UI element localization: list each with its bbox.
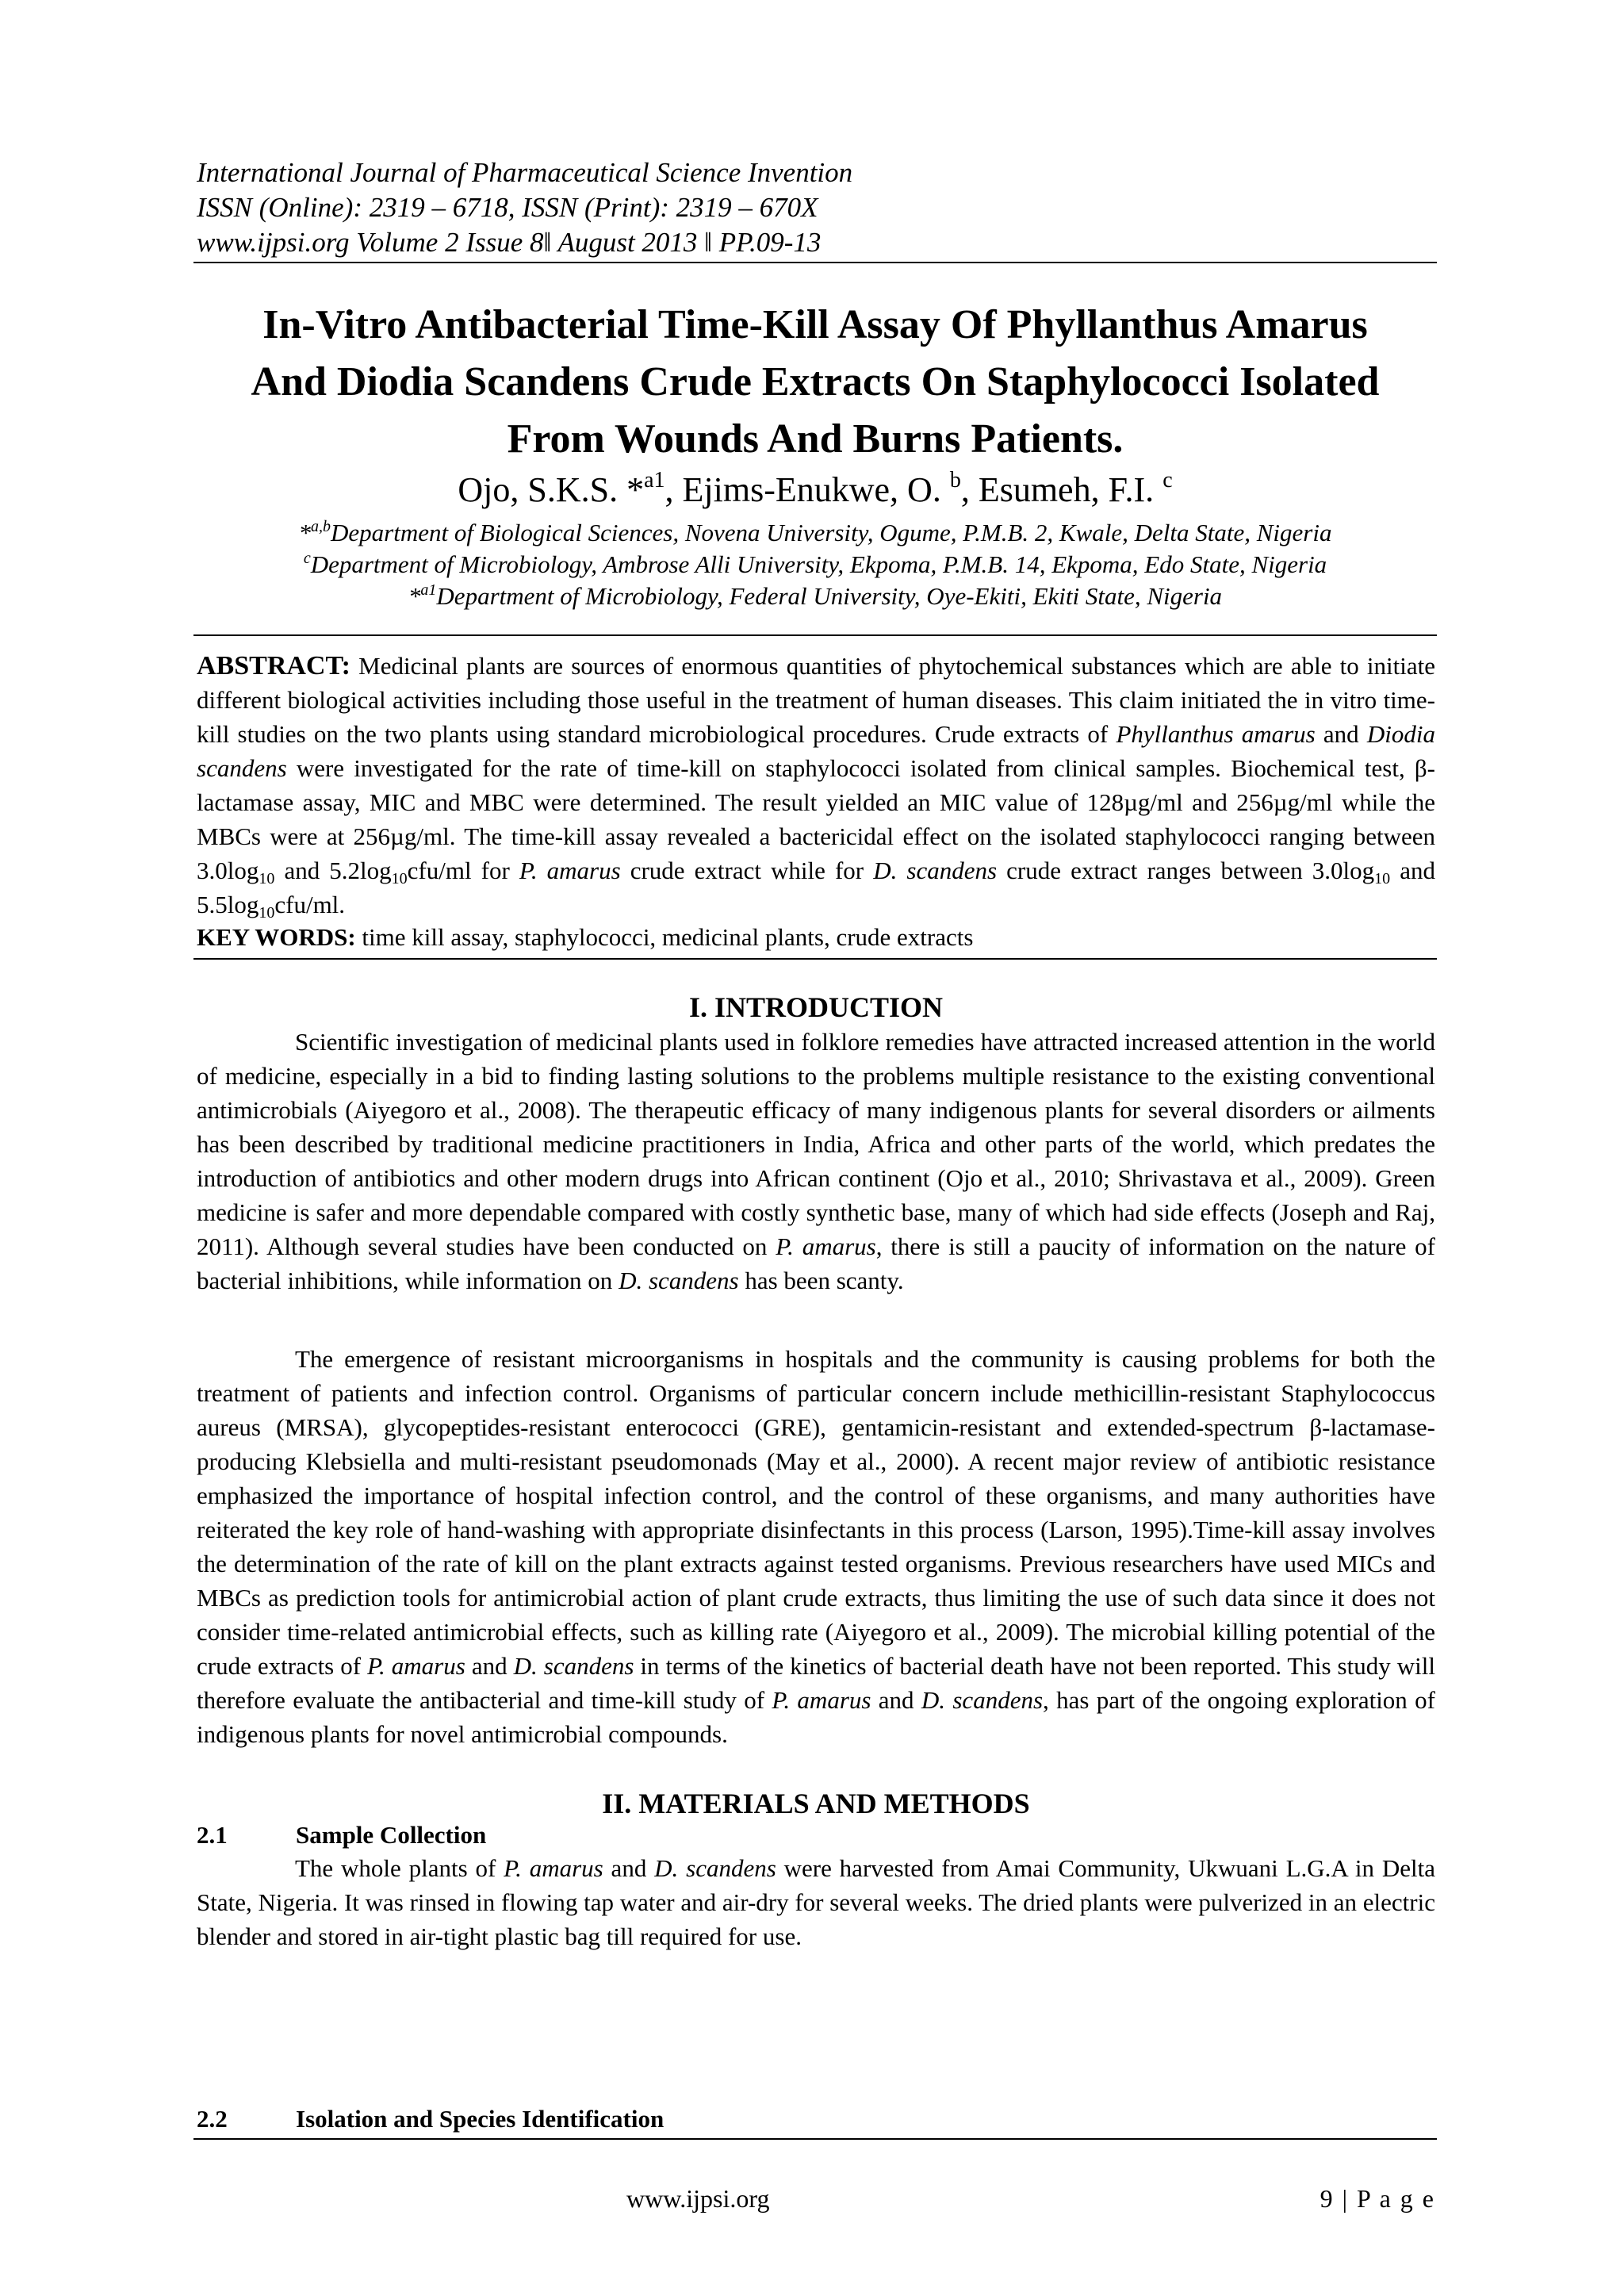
species-name: D. scandens bbox=[654, 1854, 776, 1882]
abstract bbox=[197, 649, 1435, 922]
abstract-part: cfu/ml. bbox=[274, 891, 346, 918]
affiliation-1-text: Department of Biological Sciences, Novena University, Ogume, P.M.B. 2, Kwale, Delta State, Nigeria bbox=[331, 519, 1332, 546]
intro-part: in terms of the kinetics of bacterial death have not been reported. This study will therefore evaluate the antibacterial and time-kill study of bbox=[197, 1652, 1435, 1714]
intro-part: , has part of the ongoing exploration of indigenous plants for novel antimicrobial compounds. bbox=[197, 1686, 1435, 1748]
introduction-paragraph-2 bbox=[197, 1342, 1435, 1751]
journal-issn: ISSN (Online): 2319 – 6718, ISSN (Print): 2319 – 670X bbox=[197, 192, 818, 223]
abstract-part: and 5.2log bbox=[274, 857, 392, 884]
subscript: 10 bbox=[1374, 870, 1391, 887]
author-list bbox=[193, 468, 1437, 512]
abstract-part: crude extract ranges between 3.0log bbox=[997, 857, 1375, 884]
abstract-part: were investigated for the rate of time-kill on staphylococci isolated from clinical samples. Biochemical test, β-lactamase assay, MIC and MBC were determined. The result yielded an MIC value of 128µg/ml and 256µg/ml while the MBCs were at 256µg/ml. The time-kill assay revealed a bactericidal effect on the isolated staphylococci ranging between 3.0log bbox=[197, 754, 1435, 884]
author-3-mark: c bbox=[1162, 468, 1173, 493]
methods-part: and bbox=[603, 1854, 655, 1882]
subscript: 10 bbox=[259, 870, 275, 887]
methods-part: were harvested from Amai Community, Ukwuani L.G.A in Delta State, Nigeria. It was rinsed in flowing tap water and air-dry for several weeks. The dried plants were pulverized in an electric blender and stored in air-tight plastic bag till required for use. bbox=[197, 1854, 1435, 1950]
intro-part: has been scanty. bbox=[738, 1267, 904, 1294]
intro-part: and bbox=[871, 1686, 921, 1714]
methods-part: The whole plants of bbox=[295, 1854, 504, 1882]
subscript: 10 bbox=[391, 870, 408, 887]
subsection-number: 2.1 bbox=[197, 1821, 228, 1849]
species-name: P. amarus bbox=[504, 1854, 603, 1882]
keywords-list: time kill assay, staphylococci, medicinal plants, crude extracts bbox=[355, 923, 974, 951]
subscript: 10 bbox=[259, 904, 275, 922]
affiliation-3-star: * bbox=[408, 582, 421, 610]
affiliation-2-text: Department of Microbiology, Ambrose Alli University, Ekpoma, P.M.B. 14, Ekpoma, Edo State, Nigeria bbox=[310, 550, 1327, 578]
species-name: D. scandens bbox=[921, 1686, 1044, 1714]
header-rule bbox=[193, 262, 1437, 263]
subsection-number: 2.2 bbox=[197, 2105, 228, 2133]
subsection-title: Isolation and Species Identification bbox=[296, 2105, 665, 2133]
keywords bbox=[197, 920, 1435, 954]
abstract-part: Medicinal plants are sources of enormous quantities of phytochemical substances which are able to initiate different biological activities including those useful in the treatment of human diseases. This claim initiated the in vitro time-kill studies on the two plants using standard microbiological procedures. Crude extracts of bbox=[197, 652, 1435, 748]
abstract-text bbox=[197, 649, 1435, 922]
introduction-paragraph-1 bbox=[197, 1025, 1435, 1297]
author-1-mark: a1 bbox=[644, 468, 665, 493]
footer-url: www.ijpsi.org bbox=[626, 2184, 770, 2213]
species-name: P. amarus bbox=[519, 857, 621, 884]
title-line-1: In-Vitro Antibacterial Time-Kill Assay Of Phyllanthus Amarus bbox=[262, 302, 1368, 347]
intro-part: and bbox=[465, 1652, 514, 1680]
section-heading-introduction: I. INTRODUCTION bbox=[688, 991, 944, 1023]
abstract-part: cfu/ml for bbox=[407, 857, 519, 884]
author-1: Ojo, S.K.S. * bbox=[458, 470, 645, 509]
footer-rule bbox=[193, 2138, 1437, 2140]
species-name: P. amarus bbox=[776, 1232, 876, 1260]
subsection-2-2-heading bbox=[197, 2102, 664, 2136]
sample-collection-paragraph bbox=[197, 1851, 1435, 1953]
author-2: , Ejims-Enukwe, O. bbox=[665, 470, 950, 509]
affiliation-2 bbox=[193, 549, 1437, 581]
journal-header bbox=[197, 155, 1434, 260]
abstract-part: and 5.5log bbox=[197, 857, 1435, 918]
species-name: D. scandens bbox=[513, 1652, 634, 1680]
sample-collection-text bbox=[197, 1851, 1435, 1953]
species-name: D. scandens bbox=[873, 857, 998, 884]
species-name: D. scandens bbox=[619, 1267, 739, 1294]
section-heading-methods: II. MATERIALS AND METHODS bbox=[602, 1788, 1030, 1819]
intro-p2-text bbox=[197, 1342, 1435, 1751]
affiliation-3-text: Department of Microbiology, Federal University, Oye-Ekiti, Ekiti State, Nigeria bbox=[436, 582, 1223, 610]
abstract-label: ABSTRACT: bbox=[197, 651, 350, 680]
species-name: Phyllanthus amarus bbox=[1116, 720, 1316, 748]
species-name: P. amarus bbox=[772, 1686, 871, 1714]
subsection-2-1-heading bbox=[197, 1818, 486, 1852]
abstract-top-rule bbox=[193, 634, 1437, 636]
intro-part: The emergence of resistant microorganisms in hospitals and the community is causing problems for both the treatment of patients and infection control. Organisms of particular concern include methicillin-resistant Staphylococcus aureus (MRSA), glycopeptides-resistant enterococci (GRE), gentamicin-resistant and extended-spectrum β-lactamase-producing Klebsiella and multi-resistant pseudomonads (May et al., 2000). A recent major review of antibiotic resistance emphasized the importance of hospital infection control, and the control of these organisms, and many authorities have reiterated the key role of hand-washing with appropriate disinfectants in this process (Larson, 1995).Time-kill assay involves the determination of the rate of kill on the plant extracts against tested organisms. Previous researchers have used MICs and MBCs as prediction tools for antimicrobial action of plant crude extracts, thus limiting the use of such data since it does not consider time-related antimicrobial effects, such as killing rate (Aiyegoro et al., 2009). The microbial killing potential of the crude extracts of bbox=[197, 1345, 1435, 1680]
title-line-2: And Diodia Scandens Crude Extracts On Staphylococci Isolated bbox=[251, 359, 1380, 404]
subsection-title: Sample Collection bbox=[296, 1821, 487, 1849]
affiliation-1-mark: a,b bbox=[311, 518, 331, 535]
keywords-label: KEY WORDS: bbox=[197, 923, 356, 951]
affiliations bbox=[193, 517, 1437, 612]
keywords-rule bbox=[193, 958, 1437, 960]
species-name: P. amarus bbox=[367, 1652, 465, 1680]
title-line-3: From Wounds And Burns Patients. bbox=[507, 416, 1124, 462]
affiliation-1 bbox=[193, 517, 1437, 549]
journal-name: International Journal of Pharmaceutical Science Invention bbox=[197, 157, 853, 188]
paper-title bbox=[193, 297, 1437, 468]
author-3: , Esumeh, F.I. bbox=[960, 470, 1163, 509]
author-2-mark: b bbox=[949, 468, 961, 493]
species-name: Diodia scandens bbox=[197, 720, 1435, 782]
journal-volume: www.ijpsi.org Volume 2 Issue 8ǁ August 2013 ǁ PP.09-13 bbox=[197, 227, 822, 258]
abstract-part: crude extract while for bbox=[620, 857, 874, 884]
affiliation-2-mark: c bbox=[303, 550, 311, 567]
affiliation-3-mark: a1 bbox=[420, 581, 437, 599]
keywords-text bbox=[197, 920, 1435, 954]
affiliation-3 bbox=[193, 581, 1437, 612]
intro-part: , there is still a paucity of information on the nature of bacterial inhibitions, while information on bbox=[197, 1232, 1435, 1294]
abstract-part: and bbox=[1315, 720, 1367, 748]
affiliation-1-star: * bbox=[298, 519, 312, 546]
page-number: 9 | P a g e bbox=[1320, 2184, 1435, 2213]
intro-p1-text bbox=[197, 1025, 1435, 1297]
intro-part: Scientific investigation of medicinal plants used in folklore remedies have attracted increased attention in the world of medicine, especially in a bid to finding lasting solutions to the problems multiple resistance to the existing conventional antimicrobials (Aiyegoro et al., 2008). The therapeutic efficacy of many indigenous plants for several disorders or ailments has been described by traditional medicine practitioners in India, Africa and other parts of the world, which predates the introduction of antibiotics and other modern drugs into African continent (Ojo et al., 2010; Shrivastava et al., 2009). Green medicine is safer and more dependable compared with costly synthetic base, many of which had side effects (Joseph and Raj, 2011). Although several studies have been conducted on bbox=[197, 1028, 1435, 1260]
